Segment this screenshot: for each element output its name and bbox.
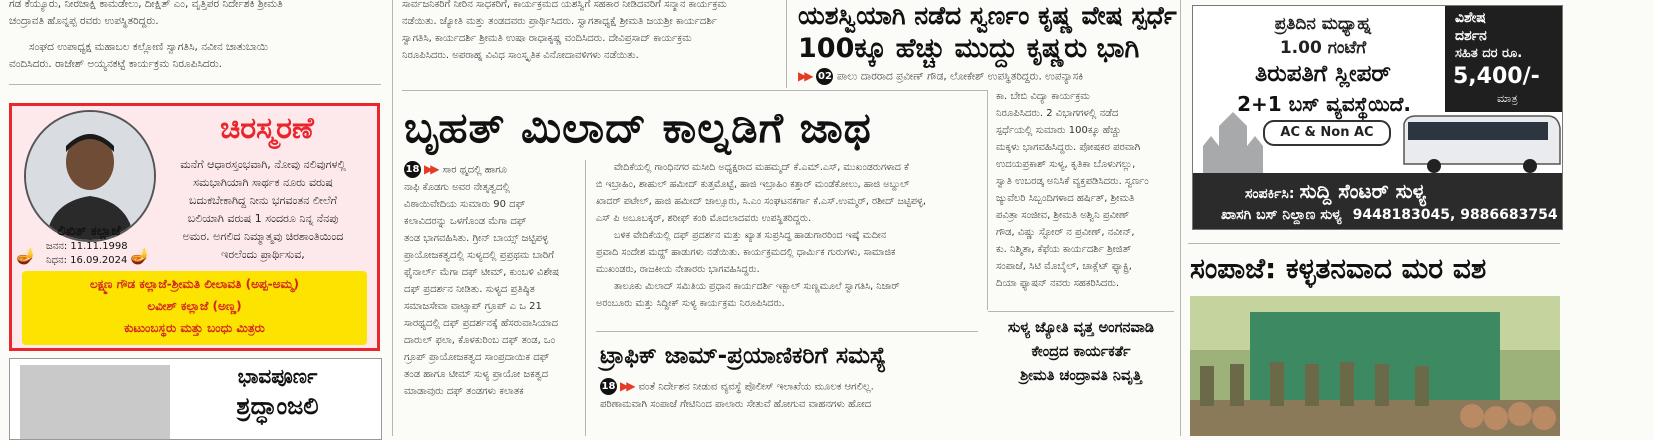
bus-stand: ಖಾಸಗಿ ಬಸ್ ನಿಲ್ದಾಣ ಸುಳ್ಯ (1221, 207, 1342, 223)
col2-top-text (402, 0, 780, 64)
anganwadi-headline-line: ಸುಳ್ಯ ಜ್ಯೋತಿ ವೃತ್ತ ಅಂಗನವಾಡಿ (1007, 320, 1155, 336)
krishna-body (996, 88, 1170, 292)
traffic-headline: ಟ್ರಾಫಿಕ್ ಜಾಮ್-ಪ್ರಯಾಣಿಕರಿಗೆ ಸಮಸ್ಯೆ (600, 343, 887, 369)
sampaje-photo (1190, 296, 1560, 436)
col1-line: ವಂದಿಸಿದರು. ರಾಜೇಶ್ ಅಯ್ಯನಕಟ್ಟೆ ಕಾರ್ಯಕ್ರಮ ನಿರೂಪಿಸಿದರು. (9, 58, 222, 70)
ad-line-4: 2+1 ಬಸ್ ವ್ಯವಸ್ಥೆಯಿದೆ. (1237, 92, 1411, 116)
krishna-line: ಜ್ಯುವೆಲರಿ ಸಿಬ್ಬಂದಿಗಳಾದ ಹರ್ಷಿತ್, ಶ್ರೀಮತಿ (996, 193, 1135, 204)
section-rule (1188, 243, 1560, 244)
ad-line-2: 1.00 ಗಂಟೆಗೆ (1279, 38, 1367, 58)
column-divider (392, 0, 393, 436)
milad-left-line: ಕಲಾವಿದರನ್ನು ಒಳಗೊಂಡ ಮೆಗಾ ದಫ್ (404, 215, 527, 227)
milad-left-line: ತಂಡ ಹಾಗೂ ಟೀಮ್ ಸುಳ್ಯ ಪ್ರಾಯೋ ಜಕತ್ವದ (404, 368, 549, 380)
column-divider (786, 0, 787, 88)
traffic-line: ವಂತೆ ನಿರ್ದೇಶನ ನೀಡುವ ವ್ಯವಸ್ಥೆ ಪೊಲೀಸ್ ಇಲಾಖೆಯ ಮೂಲಕ ಆಗಲಿಲ್ಲ. (638, 381, 874, 393)
verse-line: ಇರಲೆಂದು ಪ್ರಾರ್ಥಿಸುವ, (221, 248, 305, 261)
obituary-verse (152, 156, 374, 264)
milad-headline: ಬೃಹತ್ ಮಿಲಾದ್ ಕಾಲ್ನಡಿಗೆ ಜಾಥ (404, 103, 872, 152)
krishna-headline-2: 100ಕ್ಕೂ ಹೆಚ್ಚು ಮುದ್ದು ಕೃಷ್ಣರು ಭಾಗಿ (798, 33, 1140, 64)
ad-contact (1245, 179, 1426, 203)
milad-right-line: ಎಸ್ ಪಿ ಅಬೂಬಕ್ಕರ್, ಶರೀಫ್ ಕಂಠಿ ಮೊದಲಾದವರು ಉಪಸ್ಥಿತರಿದ್ದರು. (596, 213, 812, 224)
sampaje-headline: ಸಂಪಾಜೆ: ಕಳ್ಳತನವಾದ ಮರ ವಶ (1190, 252, 1487, 285)
milad-right-col (596, 159, 980, 312)
krishna-lead (798, 68, 1170, 86)
ad-price: 5,400/- (1453, 64, 1540, 89)
lamp-icon: 🪔 (16, 246, 36, 265)
ad-line-1: ಪ್ರತಿದಿನ ಮಧ್ಯಾಹ್ನ (1274, 14, 1372, 34)
section-rule (402, 90, 988, 91)
col1-line: ಚಂದ್ರಾವತಿ ಹೊನ್ನಪ್ಪ ರವರು ಉಪಸ್ಥಿತರಿದ್ದರು. (9, 15, 159, 27)
traffic-line: ಪರಿಣಾಮವಾಗಿ ಸಂಪಾಜೆ ಗೇಟಿನಿಂದ ಪಾಲಾರು ಸೇತುವೆ ಹೋಗುವ ವಾಹನಗಳು ಹೋದ (600, 398, 872, 410)
milad-right-line: ವೇದಿಕೆಯಲ್ಲಿ ಗಾಂಧಿನಗರ ಮಸೀದಿ ಅಧ್ಯಕ್ಷರಾದ ಮಹಮ್ಮದ್ ಕೆ.ಎಮ್.ಎಸ್, ಮುಖಂಡರುಗಳಾದ ಕೆ (614, 162, 909, 173)
traffic-body (600, 378, 980, 413)
col1-line: ಗಡ ಕೆಯ್ಯೂರು, ನೀರಜಾಕ್ಷಿ ಕಾಮಡೇಲು, ದೀಕ್ಷಿತ್ ಎಂ, ವೃತ್ತಿಪರ ನಿರ್ದೇಶಕಿ ಶ್ರೀಮತಿ (9, 0, 283, 10)
ac-pill: AC & Non AC (1263, 120, 1391, 146)
family-line: ಲವೀಶ್ ಕಲ್ಲಾಜೆ (ಅಣ್ಣ) (147, 299, 242, 313)
deceased-name: ಲಿಖಿತ್ ಕಲ್ಲಾಜೆ (57, 224, 121, 239)
milad-left-line: ತಂಡ ಭಾಗವಹಿಸಿತು. ಗ್ರೀನ್ ಬಾಯ್ಸ್ ಜಟ್ಟಿಪಳ್ಳ (404, 232, 549, 244)
krishna-lead-text: ಪಾಲು ದಾರರಾದ ಪ್ರವೀಣ್ ಗೌಡ, ಲೋಕೇಶ್ ಉಪಸ್ಥಿತರಿದ್ದರು. ಉಪನ್ಯಾಸಕಿ (836, 70, 1084, 83)
tribute-box (9, 358, 382, 440)
arrow-icon: ▶▶ (620, 379, 633, 393)
birth-date: ಜನನ: 11.11.1998 (46, 241, 128, 252)
verse-line: ಸಮಭಾಗಿಯಾಗಿ ಸಾರ್ಥಕ ನೂರು ವರುಷ (193, 176, 333, 189)
col2-line: ಸ್ವಾಗತಿಸಿ, ಕಾರ್ಯದರ್ಶಿ ಶ್ರೀಮತಿ ಉಷಾ ರಾಧಾಕೃಷ್ಣ ವಂದಿಸಿದರು. ದೇವಿಪ್ರಸಾದ್ ಕಾರ್ಯಕ್ರಮ (402, 33, 692, 44)
col2-line: ಸಾರ್ವಜನಿಕರಿಗೆ ನೀರಿನ ಸಾಧಕರಿಗೆ, ಕಾರ್ಯಕ್ರಮದ ಯಶಸ್ವಿಗೆ ಸಹಕಾರ ನೀಡಿದವರಿಗೆ ಸನ್ಮಾನ ಕಾರ್ಯಕ್ರಮ (402, 0, 727, 10)
milad-right-line: ಅರಂಬೂರು ಮತ್ತು ಸಿದ್ದೀಕ್ ಸುಳ್ಯ ಕಾರ್ಯಕ್ರಮ ನಿರೂಪಿಸಿದರು. (596, 298, 785, 309)
milad-right-line: ಖಾದರ್ ಪಟೇಲ್, ಹಾಜಿ ಹಮೀದ್ ಜಾಲ್ಸೂರು, ಸಿ.ಎಂ ಸಂಘಟನಕರ್ಗಾ ಕೆ.ಎಸ್.ಉಮ್ಮರ್, ರಶೀದ್ ಜಟ್ಟಿಪಳ್ಳ, (596, 196, 926, 207)
col2-line: ನಿರೂಪಿಸಿದರು. ಅಪರಾಹ್ನ ವಿವಿಧ ಸಾಂಸ್ಕೃತಿಕ ವಿನೋದಾವಳಿಗಳು ನಡೆಯಿತು. (402, 50, 639, 61)
lamp-icon: 🪔 (130, 246, 150, 265)
family-line: ಲಕ್ಷ್ಮಣ ಗೌಡ ಕಲ್ಲಾಜೆ-ಶ್ರೀಮತಿ ಲೀಲಾವತಿ (ಅಪ್ಪ-ಅಮ್ಮ) (89, 277, 300, 291)
krishna-line: ಸ್ವಾತಿ ಉಬರಡ್ಕ ಅನಿಸಿಕೆ ವ್ಯಕ್ತಪಡಿಸಿದರು. ಸ್ವರ್ಣಂ (996, 176, 1149, 187)
anganwadi-headline (990, 316, 1172, 388)
obituary-box (9, 103, 380, 351)
verse-line: ಮನೆಗೆ ಆಧಾರಸ್ತಂಭವಾಗಿ, ನೋವು ನಲಿವುಗಳಲ್ಲಿ (180, 158, 346, 171)
col1-rule (9, 84, 381, 85)
arrow-icon: ▶▶ (798, 69, 811, 83)
column-divider (585, 160, 586, 436)
column-divider (1180, 0, 1181, 436)
ad-line-3: ತಿರುಪತಿಗೆ ಸ್ಲೀಪರ್ (1255, 61, 1391, 87)
krishna-line: ದಿಯಾ ಫ್ಯಾಷನ್ ನವರು ಸಹಕರಿಸಿದರು. (996, 278, 1120, 289)
milad-left-line: ಪ್ರಾಯೋಜಕತ್ವದಲ್ಲಿ ಸುಳ್ಯದಲ್ಲಿ ಪ್ರಪ್ರಥಮ ಬಾರಿಗೆ (404, 249, 554, 261)
milad-left-line: ಸಾರಥ್ಯದಲ್ಲಿ ದಫ್ ಪ್ರದರ್ಶನಕ್ಕೆ ಹೆಸರುವಾಸಿಯಾದ (404, 317, 559, 329)
krishna-headline-1: ಯಶಸ್ವಿಯಾಗಿ ನಡೆದ ಸ್ವರ್ಣಂ ಕೃಷ್ಣ ವೇಷ ಸ್ಪರ್ಧೆ (798, 1, 1177, 30)
milad-left-line: ಗ್ರೂಪ್ ಪ್ರಾಯೋಜಕತ್ವದ ಸಾಂಪ್ರದಾಯಿಕ ದಫ್ (404, 351, 550, 363)
col2-line: ನಡೆಯಿತು. ಜ್ಯೋತಿ ಮತ್ತು ತಂಡದವರು ಪ್ರಾರ್ಥಿಸಿದರು. ಸ್ವಾಗತಾಧ್ಯಕ್ಷೆ ಶ್ರೀಮತಿ ಜಯಶ್ರೀ ಕಾರ್ಯದರ್ಶಿ (402, 16, 717, 27)
contact-label: ಸಂಪರ್ಕಿಸಿ: (1245, 186, 1295, 202)
ad-phones-line (1221, 207, 1558, 223)
tribute-title-line: ಶ್ರದ್ಧಾಂಜಲಿ (236, 392, 319, 420)
verse-line: ಅಮರ. ಅಗಲಿದ ನಿಮ್ಮಾತ್ಮವು ಚಿರಶಾಂತಿಯಿಂದ (182, 230, 344, 243)
tribute-title-line: ಭಾವಪೂರ್ಣ (237, 364, 318, 388)
krishna-line: ಸಂಪಾಜೆ, ಸಿಟಿ ಮೊಬೈಲ್, ಚಾಕ್ಲೆಟ್ ಫ್ಯಾಕ್ಟ್ರಿ, (996, 261, 1132, 272)
verse-line: ಬದುಕಬೇಕಾಗಿದ್ದ ನೀನು ಭಗವಂತನ ಲೀಲೆಗೆ (189, 194, 337, 207)
krishna-line: ಗೌಡ, ವಿಷ್ಣು ಸ್ಟೋರ್ ನ ಪ್ರವೀಣ್, ನವೀನ್, (996, 227, 1135, 238)
ad-price-panel (1445, 6, 1562, 112)
ad-only: ಮಾತ್ರ (1497, 92, 1518, 105)
milad-right-line: ಬಳಿಕ ವೇದಿಕೆಯಲ್ಲಿ ದಫ್ ಪ್ರದರ್ಶನ ಮತ್ತು ಖ್ಯಾತ ಸುಪ್ರಸಿದ್ಧ ಹಾಡುಗಾರರಿಂದ ಇಷ್ಕೆ ಮದೀನ (614, 230, 887, 241)
krishna-line: ಉದಯಪ್ರಕಾಶ್ ಸುಳ್ಯ, ಕೃತಿಕಾ ಬೊಳುಗಲ್ಲು, (996, 159, 1136, 170)
section-rule (596, 331, 978, 332)
krishna-line: ಸ್ಪರ್ಧೆಯಲ್ಲಿ ಸುಮಾರು 100ಕ್ಕೂ ಹೆಚ್ಚು (996, 125, 1122, 136)
anganwadi-headline-line: ಶ್ರೀಮತಿ ಚಂದ್ರಾವತಿ ನಿವೃತ್ತಿ (1020, 368, 1142, 384)
col1-intro (9, 0, 381, 73)
section-rule (988, 311, 1174, 312)
col1-line: ಸಂಘದ ಉಪಾಧ್ಯಕ್ಷ ಮಹಾಬಲ ಕಲ್ಲೋಣಿ ಸ್ವಾಗತಿಸಿ, ನವೀನ ಚಾತುಬಾಯಿ (29, 41, 268, 53)
ad-contact-bar (1193, 173, 1562, 229)
krishna-line: ಕಾ. ಬೇಬಿ ವಿದ್ಯಾ ಕಾರ್ಯಕ್ರಮ (996, 91, 1090, 102)
bus-icon (1398, 114, 1562, 174)
milad-right-line: ತಾಲೂಕು ಮಿಲಾದ್ ಸಮಿತಿಯ ಪ್ರಧಾನ ಕಾರ್ಯದರ್ಶಿ ಇಕ್ಬಾಲ್ ಸುಣ್ಣಮೂಲೆ ಸ್ವಾಗತಿಸಿ, ನಿಜಾರ್ (614, 281, 900, 292)
tirupati-bus-ad (1192, 5, 1563, 230)
phone-numbers: 9448183045, 9886683754 (1352, 207, 1558, 223)
contact-name: ಸುದ್ದಿ ಸೆಂಟರ್ ಸುಳ್ಯ (1299, 179, 1427, 203)
krishna-line: ನಿರೂಪಿಸಿದರು. 2 ವಿಭಾಗಗಳಲ್ಲಿ ನಡೆದ (996, 108, 1119, 119)
obituary-photo (24, 110, 156, 242)
milad-left-col (404, 161, 580, 400)
family-line: ಕುಟುಂಬಸ್ಥರು ಮತ್ತು ಬಂಧು ಮಿತ್ರರು (124, 321, 265, 335)
ad-side-line: ಸಹಿತ ದರ ರೂ. (1455, 46, 1523, 61)
death-date: ನಿಧನ: 16.09.2024 (46, 255, 128, 266)
page-badge: 18 (600, 378, 617, 395)
ad-side-line: ದರ್ಶನ (1455, 28, 1487, 44)
page-badge: 02 (816, 68, 833, 85)
milad-left-line: ವಿಠಾಯಿವೇದಿಯ ಸುಮಾರು 90 ದಫ್ (404, 198, 526, 210)
anganwadi-headline-line: ಕೇಂದ್ರದ ಕಾರ್ಯಕರ್ತೆ (1031, 344, 1131, 360)
obituary-dates (46, 240, 128, 268)
ad-side-line: ವಿಶೇಷ (1455, 10, 1486, 26)
milad-left-line: ಫೈನಾರ್ಲ್ ಮೆಗಾ ದಫ್ ಟೀಮ್, ಕುಂಬಳಿ ವಿಶೇಷ (404, 266, 560, 278)
obituary-family (22, 271, 367, 345)
tribute-photo (20, 365, 170, 439)
milad-left-line: ಮಾಡಾವುರು ದಫ್ ತಂಡಗಳು ಕಲಾತಕ (404, 385, 524, 397)
obituary-title: ಚಿರಸ್ಮರಣೆ (220, 111, 314, 146)
milad-left-line: ನಾಫಿ ಕೊಡಗು ಅವರ ನೇತೃತ್ವದಲ್ಲಿ (404, 181, 510, 193)
column-divider (987, 90, 988, 310)
temple-illustration (1193, 106, 1273, 174)
krishna-line: ಕು. ನಿಶ್ಮಿತಾ, ಕೆಫೆಯ ಕಾರ್ಯದರ್ಶಿ ಶ್ರೀಜಿತ್ (996, 244, 1132, 255)
milad-right-line: ಬಿ ಇಬ್ರಾಹಿಂ, ಶಾಹುಲ್ ಹಮೀದ್ ಕುತ್ತಮೊಟ್ಟೆ, ಹಾಜಿ ಇಬ್ರಾಹಿಂ ಕತ್ತಾರ್ ಮಂಡೆಕೋಲು, ಹಾಜಿ ಅಬ್ದುಲ್ (596, 179, 910, 190)
krishna-line: ಪವಿತ್ರಾ ಸಂಜೀವ, ಶ್ರೀಮತಿ ಅಶ್ವಿನಿ ಪ್ರವೀಣ್ (996, 210, 1130, 221)
milad-left-line: ಸಮಾಜಸೇವಾ ವಾಟ್ಸಾಪ್ ಗ್ರೂಪ್ ಎ ಒ 21 (404, 300, 542, 312)
krishna-line: ಮಕ್ಕಳು ಭಾಗವಹಿಸಿದ್ದರು. ಪೋಷಕರ ಪರವಾಗಿ (996, 142, 1141, 153)
arrow-icon: ▶▶ (424, 162, 437, 176)
milad-right-line: ಮುಖಂಡರು, ರಾಜಕೀಯ ನೇತಾರರು ಭಾಗವಹಿಸಿದ್ದರು. (596, 264, 760, 275)
milad-left-line: ಸಾರ ಥ್ಮದಲ್ಲಿ ಹಾಗೂ (442, 164, 508, 176)
tribute-title (180, 361, 375, 421)
page-badge: 18 (404, 161, 421, 178)
milad-right-line: ಪ್ರವಾದಿ ಸಂದೇಶ ಮದ್ಹ್ ಹಾಡುಗಳು ನಡೆಯಿತು. ಕಾರ್ಯಕ್ರಮದಲ್ಲಿ ಧಾರ್ಮಿಕ ಗುರುಗಳು, ಸಾಮಾಜಿಕ (596, 247, 896, 258)
verse-line: ಬಲಿಯಾಗಿ ವರುಷ 1 ಸಂದರೂ ನಿನ್ನ ನೆನಪು (187, 212, 339, 225)
milad-left-line: ದಫ್ ಪ್ರದರ್ಶನ ನೀಡಿತು. ಸುಳ್ಯದ ಪ್ರತಿಷ್ಠಿತ (404, 283, 535, 295)
milad-left-line: ದಾರುಲ್ ಫಲಾ, ಕೊಳಕುರಿಂಬ ದಫ್ ತಂಡ, ಒಂ (404, 334, 556, 346)
